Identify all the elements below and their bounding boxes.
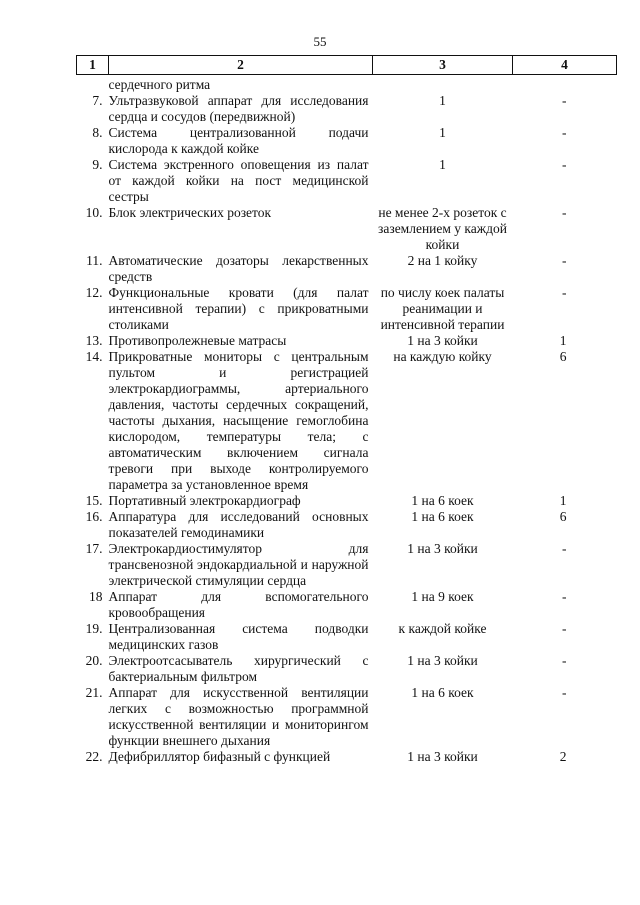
row-number: 22. (85, 749, 103, 764)
column-4-value: - (562, 205, 567, 220)
column-4-value: - (562, 285, 567, 300)
row-number: 13. (85, 333, 103, 348)
row-number: 18 (89, 589, 103, 604)
row-number: 20. (85, 653, 103, 668)
equipment-name: Централизованная система подводки медицинских газов (108, 621, 369, 652)
equipment-name: Прикроватные мониторы с центральным пультом и регистрацией электрокардиограммы, артериального давления, частоты сердечных сокращений, частоты дыхания, насыщение гемоглобина кислородом, температуры тела; с автоматическим включением сигнала тревоги при выходе контролируемого параметра за установленное время (108, 349, 369, 492)
column-4-value: - (562, 653, 567, 668)
column-4-value: 1 (559, 493, 567, 508)
equipment-quantity: 1 (439, 125, 446, 140)
table-row (77, 509, 617, 541)
column-4-value: - (562, 541, 567, 556)
table-row (77, 621, 617, 653)
equipment-name: Портативный электрокардиограф (108, 493, 301, 508)
equipment-name: Аппаратура для исследований основных показателей гемодинамики (108, 509, 369, 540)
row-number: 15. (85, 493, 103, 508)
column-4-value: 6 (559, 509, 567, 524)
equipment-name: Ультразвуковой аппарат для исследования сердца и сосудов (передвижной) (108, 93, 369, 124)
row-number: 8. (92, 125, 103, 140)
row-number: 14. (85, 349, 103, 364)
row-number: 17. (85, 541, 103, 556)
table-row (77, 589, 617, 621)
table-row (77, 285, 617, 333)
table-row (77, 333, 617, 349)
column-4-value: - (562, 93, 567, 108)
header-col-1: 1 (77, 56, 109, 75)
equipment-quantity: 1 на 3 койки (407, 749, 478, 764)
equipment-quantity: 1 (439, 157, 446, 172)
equipment-name: Система централизованной подачи кислорода к каждой койке (108, 125, 369, 156)
equipment-quantity (373, 75, 513, 94)
equipment-name: Система экстренного оповещения из палат от каждой койки на пост медицинской сестры (108, 157, 369, 204)
table-row (77, 541, 617, 589)
table-row (77, 205, 617, 253)
equipment-quantity: 1 (439, 93, 446, 108)
column-4-value: - (562, 589, 567, 604)
equipment-quantity: 1 на 6 коек (411, 493, 474, 508)
row-number: 21. (85, 685, 103, 700)
equipment-name: Блок электрических розеток (108, 205, 272, 220)
equipment-quantity: 1 на 3 койки (407, 333, 478, 348)
column-4-value: 2 (559, 749, 567, 764)
table-row (77, 93, 617, 125)
page-number: 55 (313, 34, 327, 49)
table-row (77, 685, 617, 749)
header-col-4: 4 (513, 56, 617, 75)
column-4-value: 6 (559, 349, 567, 364)
equipment-name: Электрокардиостимулятор для трансвенозной эндокардиальной и наружной электрической стимуляции сердца (108, 541, 369, 588)
table-row (77, 493, 617, 509)
equipment-quantity: 1 на 6 коек (411, 685, 474, 700)
equipment-quantity: 1 на 6 коек (411, 509, 474, 524)
equipment-quantity: 1 на 3 койки (407, 653, 478, 668)
equipment-quantity: по числу коек палаты реанимации и интенсивной терапии (380, 285, 505, 332)
table-row (77, 75, 617, 94)
equipment-quantity: на каждую койку (393, 349, 492, 364)
column-4-value (513, 75, 617, 94)
table-row (77, 157, 617, 205)
row-number: 11. (86, 253, 103, 268)
equipment-name: Аппарат для искусственной вентиляции легких с возможностью программной искусственной вентиляции и мониторингом функции внешнего дыхания (108, 685, 369, 748)
row-number: 12. (85, 285, 103, 300)
row-number: 7. (92, 93, 103, 108)
equipment-quantity: к каждой койке (398, 621, 487, 636)
equipment-name: Аппарат для вспомогательного кровообращения (108, 589, 369, 620)
column-4-value: - (562, 621, 567, 636)
table-row (77, 253, 617, 285)
header-col-3: 3 (373, 56, 513, 75)
equipment-name: Электроотсасыватель хирургический с бактериальным фильтром (108, 653, 369, 684)
column-4-value: - (562, 685, 567, 700)
table-header-row (77, 56, 617, 75)
row-number: 19. (85, 621, 103, 636)
equipment-quantity: 1 на 9 коек (411, 589, 474, 604)
equipment-name: сердечного ритма (108, 77, 211, 92)
equipment-quantity: 1 на 3 койки (407, 541, 478, 556)
equipment-name: Дефибриллятор бифазный с функцией (108, 749, 331, 764)
equipment-name: Функциональные кровати (для палат интенсивной терапии) с прикроватными столиками (108, 285, 369, 332)
row-number: 10. (85, 205, 103, 220)
column-4-value: - (562, 125, 567, 140)
row-number: 9. (92, 157, 103, 172)
column-4-value: 1 (559, 333, 567, 348)
row-number: 16. (85, 509, 103, 524)
equipment-table (76, 55, 617, 765)
table-row (77, 653, 617, 685)
equipment-name: Автоматические дозаторы лекарственных средств (108, 253, 369, 284)
table-row (77, 749, 617, 765)
column-4-value: - (562, 157, 567, 172)
table-row (77, 349, 617, 493)
equipment-name: Противопролежневые матрасы (108, 333, 287, 348)
row-number (77, 75, 109, 94)
column-4-value: - (562, 253, 567, 268)
equipment-quantity: 2 на 1 койку (407, 253, 478, 268)
equipment-quantity: не менее 2-х розеток с заземлением у каждой койки (378, 205, 507, 252)
header-col-2: 2 (109, 56, 373, 75)
table-row (77, 125, 617, 157)
